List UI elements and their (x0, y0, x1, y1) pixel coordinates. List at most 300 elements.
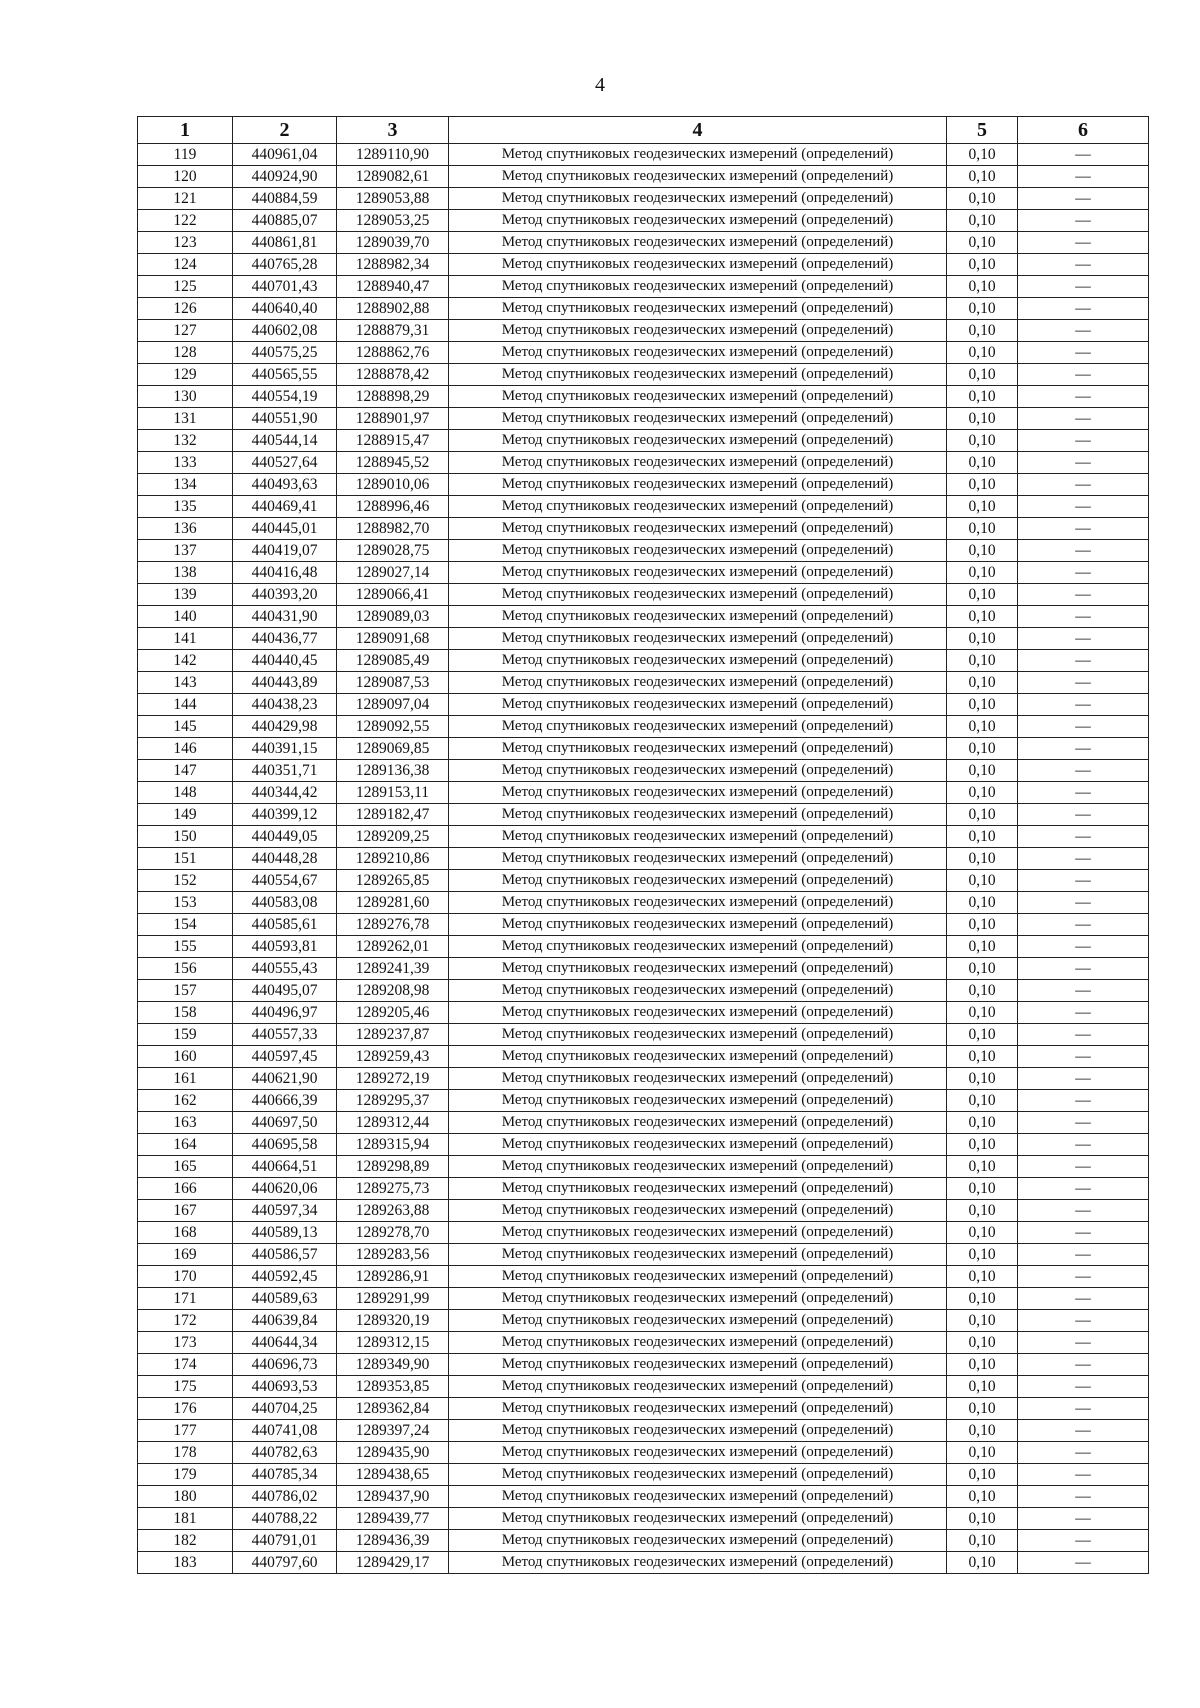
y-coordinate-cell: 1289066,41 (337, 584, 449, 606)
y-coordinate-cell: 1288902,88 (337, 298, 449, 320)
method-cell: Метод спутниковых геодезических измерений (определений) (449, 1090, 947, 1112)
precision-cell: 0,10 (947, 1332, 1018, 1354)
table-row (138, 1200, 1149, 1222)
description-cell: — (1018, 1464, 1149, 1486)
x-coordinate-cell: 440602,08 (233, 320, 337, 342)
method-cell: Метод спутниковых геодезических измерений (определений) (449, 848, 947, 870)
table-row (138, 518, 1149, 540)
method-cell: Метод спутниковых геодезических измерений (определений) (449, 1442, 947, 1464)
precision-cell: 0,10 (947, 1134, 1018, 1156)
table-row (138, 1244, 1149, 1266)
precision-cell: 0,10 (947, 188, 1018, 210)
description-cell: — (1018, 1552, 1149, 1574)
point-number-cell: 125 (138, 276, 233, 298)
x-coordinate-cell: 440399,12 (233, 804, 337, 826)
x-coordinate-cell: 440693,53 (233, 1376, 337, 1398)
point-number-cell: 161 (138, 1068, 233, 1090)
table-row (138, 1002, 1149, 1024)
method-cell: Метод спутниковых геодезических измерений (определений) (449, 914, 947, 936)
precision-cell: 0,10 (947, 650, 1018, 672)
method-cell: Метод спутниковых геодезических измерений (определений) (449, 782, 947, 804)
precision-cell: 0,10 (947, 782, 1018, 804)
precision-cell: 0,10 (947, 386, 1018, 408)
y-coordinate-cell: 1289295,37 (337, 1090, 449, 1112)
table-row (138, 144, 1149, 166)
table-row (138, 650, 1149, 672)
y-coordinate-cell: 1289320,19 (337, 1310, 449, 1332)
point-number-cell: 128 (138, 342, 233, 364)
table-row (138, 298, 1149, 320)
x-coordinate-cell: 440443,89 (233, 672, 337, 694)
x-coordinate-cell: 440791,01 (233, 1530, 337, 1552)
y-coordinate-cell: 1289153,11 (337, 782, 449, 804)
point-number-cell: 122 (138, 210, 233, 232)
precision-cell: 0,10 (947, 1288, 1018, 1310)
point-number-cell: 171 (138, 1288, 233, 1310)
y-coordinate-cell: 1288945,52 (337, 452, 449, 474)
precision-cell: 0,10 (947, 958, 1018, 980)
precision-cell: 0,10 (947, 1376, 1018, 1398)
table-row (138, 1024, 1149, 1046)
description-cell: — (1018, 1090, 1149, 1112)
precision-cell: 0,10 (947, 210, 1018, 232)
x-coordinate-cell: 440449,05 (233, 826, 337, 848)
description-cell: — (1018, 760, 1149, 782)
table-row (138, 1288, 1149, 1310)
description-cell: — (1018, 562, 1149, 584)
x-coordinate-cell: 440438,23 (233, 694, 337, 716)
y-coordinate-cell: 1289353,85 (337, 1376, 449, 1398)
point-number-cell: 179 (138, 1464, 233, 1486)
precision-cell: 0,10 (947, 584, 1018, 606)
method-cell: Метод спутниковых геодезических измерений (определений) (449, 1376, 947, 1398)
y-coordinate-cell: 1288862,76 (337, 342, 449, 364)
precision-cell: 0,10 (947, 672, 1018, 694)
table-row (138, 782, 1149, 804)
description-cell: — (1018, 188, 1149, 210)
y-coordinate-cell: 1288940,47 (337, 276, 449, 298)
description-cell: — (1018, 386, 1149, 408)
method-cell: Метод спутниковых геодезических измерений (определений) (449, 826, 947, 848)
point-number-cell: 165 (138, 1156, 233, 1178)
y-coordinate-cell: 1289182,47 (337, 804, 449, 826)
y-coordinate-cell: 1289028,75 (337, 540, 449, 562)
table-row (138, 232, 1149, 254)
point-number-cell: 158 (138, 1002, 233, 1024)
method-cell: Метод спутниковых геодезических измерений (определений) (449, 1530, 947, 1552)
description-cell: — (1018, 540, 1149, 562)
method-cell: Метод спутниковых геодезических измерений (определений) (449, 1398, 947, 1420)
point-number-cell: 177 (138, 1420, 233, 1442)
x-coordinate-cell: 440640,40 (233, 298, 337, 320)
method-cell: Метод спутниковых геодезических измерений (определений) (449, 1332, 947, 1354)
x-coordinate-cell: 440391,15 (233, 738, 337, 760)
table-row (138, 452, 1149, 474)
x-coordinate-cell: 440884,59 (233, 188, 337, 210)
point-number-cell: 132 (138, 430, 233, 452)
precision-cell: 0,10 (947, 1178, 1018, 1200)
table-row (138, 342, 1149, 364)
description-cell: — (1018, 452, 1149, 474)
table-header (138, 117, 1149, 144)
method-cell: Метод спутниковых геодезических измерений (определений) (449, 694, 947, 716)
precision-cell: 0,10 (947, 452, 1018, 474)
method-cell: Метод спутниковых геодезических измерений (определений) (449, 1552, 947, 1574)
precision-cell: 0,10 (947, 1024, 1018, 1046)
table-row (138, 1332, 1149, 1354)
description-cell: — (1018, 628, 1149, 650)
method-cell: Метод спутниковых геодезических измерений (определений) (449, 1310, 947, 1332)
x-coordinate-cell: 440557,33 (233, 1024, 337, 1046)
y-coordinate-cell: 1289241,39 (337, 958, 449, 980)
x-coordinate-cell: 440620,06 (233, 1178, 337, 1200)
table-row (138, 430, 1149, 452)
y-coordinate-cell: 1289278,70 (337, 1222, 449, 1244)
description-cell: — (1018, 1024, 1149, 1046)
method-cell: Метод спутниковых геодезических измерений (определений) (449, 936, 947, 958)
description-cell: — (1018, 364, 1149, 386)
x-coordinate-cell: 440527,64 (233, 452, 337, 474)
y-coordinate-cell: 1289436,39 (337, 1530, 449, 1552)
description-cell: — (1018, 782, 1149, 804)
method-cell: Метод спутниковых геодезических измерений (определений) (449, 1068, 947, 1090)
header-col-3: 3 (337, 117, 449, 144)
point-number-cell: 131 (138, 408, 233, 430)
method-cell: Метод спутниковых геодезических измерений (определений) (449, 672, 947, 694)
precision-cell: 0,10 (947, 980, 1018, 1002)
y-coordinate-cell: 1288982,70 (337, 518, 449, 540)
precision-cell: 0,10 (947, 892, 1018, 914)
method-cell: Метод спутниковых геодезических измерений (определений) (449, 1046, 947, 1068)
method-cell: Метод спутниковых геодезических измерений (определений) (449, 298, 947, 320)
point-number-cell: 129 (138, 364, 233, 386)
precision-cell: 0,10 (947, 628, 1018, 650)
precision-cell: 0,10 (947, 1420, 1018, 1442)
precision-cell: 0,10 (947, 1398, 1018, 1420)
precision-cell: 0,10 (947, 474, 1018, 496)
x-coordinate-cell: 440666,39 (233, 1090, 337, 1112)
method-cell: Метод спутниковых геодезических измерений (определений) (449, 188, 947, 210)
page-number: 4 (595, 74, 605, 96)
description-cell: — (1018, 892, 1149, 914)
precision-cell: 0,10 (947, 760, 1018, 782)
x-coordinate-cell: 440431,90 (233, 606, 337, 628)
x-coordinate-cell: 440495,07 (233, 980, 337, 1002)
table-row (138, 474, 1149, 496)
x-coordinate-cell: 440782,63 (233, 1442, 337, 1464)
point-number-cell: 180 (138, 1486, 233, 1508)
table-row (138, 254, 1149, 276)
x-coordinate-cell: 440554,19 (233, 386, 337, 408)
table-row (138, 1266, 1149, 1288)
precision-cell: 0,10 (947, 144, 1018, 166)
header-col-2: 2 (233, 117, 337, 144)
point-number-cell: 169 (138, 1244, 233, 1266)
method-cell: Метод спутниковых геодезических измерений (определений) (449, 474, 947, 496)
precision-cell: 0,10 (947, 1464, 1018, 1486)
x-coordinate-cell: 440861,81 (233, 232, 337, 254)
description-cell: — (1018, 936, 1149, 958)
precision-cell: 0,10 (947, 1486, 1018, 1508)
x-coordinate-cell: 440961,04 (233, 144, 337, 166)
y-coordinate-cell: 1289298,89 (337, 1156, 449, 1178)
precision-cell: 0,10 (947, 1002, 1018, 1024)
y-coordinate-cell: 1289281,60 (337, 892, 449, 914)
table-row (138, 496, 1149, 518)
x-coordinate-cell: 440621,90 (233, 1068, 337, 1090)
y-coordinate-cell: 1288878,42 (337, 364, 449, 386)
table-row (138, 628, 1149, 650)
x-coordinate-cell: 440586,57 (233, 1244, 337, 1266)
precision-cell: 0,10 (947, 1090, 1018, 1112)
description-cell: — (1018, 1310, 1149, 1332)
description-cell: — (1018, 1376, 1149, 1398)
y-coordinate-cell: 1289069,85 (337, 738, 449, 760)
method-cell: Метод спутниковых геодезических измерений (определений) (449, 1200, 947, 1222)
table-row (138, 320, 1149, 342)
method-cell: Метод спутниковых геодезических измерений (определений) (449, 628, 947, 650)
method-cell: Метод спутниковых геодезических измерений (определений) (449, 980, 947, 1002)
table-row (138, 1178, 1149, 1200)
table-row (138, 1156, 1149, 1178)
table-row (138, 716, 1149, 738)
method-cell: Метод спутниковых геодезических измерений (определений) (449, 1002, 947, 1024)
point-number-cell: 155 (138, 936, 233, 958)
y-coordinate-cell: 1289437,90 (337, 1486, 449, 1508)
description-cell: — (1018, 166, 1149, 188)
precision-cell: 0,10 (947, 1244, 1018, 1266)
point-number-cell: 134 (138, 474, 233, 496)
y-coordinate-cell: 1289136,38 (337, 760, 449, 782)
point-number-cell: 178 (138, 1442, 233, 1464)
y-coordinate-cell: 1289205,46 (337, 1002, 449, 1024)
method-cell: Метод спутниковых геодезических измерений (определений) (449, 1024, 947, 1046)
x-coordinate-cell: 440436,77 (233, 628, 337, 650)
header-col-1: 1 (138, 117, 233, 144)
y-coordinate-cell: 1289262,01 (337, 936, 449, 958)
table-row (138, 1486, 1149, 1508)
description-cell: — (1018, 320, 1149, 342)
point-number-cell: 164 (138, 1134, 233, 1156)
table-row (138, 584, 1149, 606)
description-cell: — (1018, 1156, 1149, 1178)
method-cell: Метод спутниковых геодезических измерений (определений) (449, 1486, 947, 1508)
point-number-cell: 138 (138, 562, 233, 584)
x-coordinate-cell: 440583,08 (233, 892, 337, 914)
point-number-cell: 159 (138, 1024, 233, 1046)
method-cell: Метод спутниковых геодезических измерений (определений) (449, 650, 947, 672)
y-coordinate-cell: 1289286,91 (337, 1266, 449, 1288)
point-number-cell: 123 (138, 232, 233, 254)
method-cell: Метод спутниковых геодезических измерений (определений) (449, 210, 947, 232)
point-number-cell: 140 (138, 606, 233, 628)
table-row (138, 1068, 1149, 1090)
method-cell: Метод спутниковых геодезических измерений (определений) (449, 606, 947, 628)
table-row (138, 1420, 1149, 1442)
point-number-cell: 168 (138, 1222, 233, 1244)
table-row (138, 848, 1149, 870)
method-cell: Метод спутниковых геодезических измерений (определений) (449, 1222, 947, 1244)
method-cell: Метод спутниковых геодезических измерений (определений) (449, 430, 947, 452)
method-cell: Метод спутниковых геодезических измерений (определений) (449, 408, 947, 430)
description-cell: — (1018, 1134, 1149, 1156)
y-coordinate-cell: 1288901,97 (337, 408, 449, 430)
precision-cell: 0,10 (947, 1508, 1018, 1530)
precision-cell: 0,10 (947, 166, 1018, 188)
table-row (138, 1442, 1149, 1464)
method-cell: Метод спутниковых геодезических измерений (определений) (449, 1112, 947, 1134)
method-cell: Метод спутниковых геодезических измерений (определений) (449, 584, 947, 606)
point-number-cell: 170 (138, 1266, 233, 1288)
y-coordinate-cell: 1288996,46 (337, 496, 449, 518)
point-number-cell: 181 (138, 1508, 233, 1530)
x-coordinate-cell: 440589,63 (233, 1288, 337, 1310)
point-number-cell: 133 (138, 452, 233, 474)
y-coordinate-cell: 1289091,68 (337, 628, 449, 650)
x-coordinate-cell: 440765,28 (233, 254, 337, 276)
precision-cell: 0,10 (947, 1442, 1018, 1464)
x-coordinate-cell: 440593,81 (233, 936, 337, 958)
description-cell: — (1018, 1354, 1149, 1376)
point-number-cell: 120 (138, 166, 233, 188)
description-cell: — (1018, 1442, 1149, 1464)
x-coordinate-cell: 440429,98 (233, 716, 337, 738)
x-coordinate-cell: 440704,25 (233, 1398, 337, 1420)
y-coordinate-cell: 1289089,03 (337, 606, 449, 628)
description-cell: — (1018, 958, 1149, 980)
point-number-cell: 160 (138, 1046, 233, 1068)
x-coordinate-cell: 440496,97 (233, 1002, 337, 1024)
x-coordinate-cell: 440344,42 (233, 782, 337, 804)
method-cell: Метод спутниковых геодезических измерений (определений) (449, 254, 947, 276)
point-number-cell: 137 (138, 540, 233, 562)
method-cell: Метод спутниковых геодезических измерений (определений) (449, 716, 947, 738)
method-cell: Метод спутниковых геодезических измерений (определений) (449, 804, 947, 826)
x-coordinate-cell: 440597,45 (233, 1046, 337, 1068)
description-cell: — (1018, 870, 1149, 892)
method-cell: Метод спутниковых геодезических измерений (определений) (449, 364, 947, 386)
precision-cell: 0,10 (947, 1530, 1018, 1552)
description-cell: — (1018, 1508, 1149, 1530)
description-cell: — (1018, 232, 1149, 254)
y-coordinate-cell: 1289209,25 (337, 826, 449, 848)
description-cell: — (1018, 210, 1149, 232)
point-number-cell: 136 (138, 518, 233, 540)
table-row (138, 188, 1149, 210)
precision-cell: 0,10 (947, 826, 1018, 848)
y-coordinate-cell: 1289237,87 (337, 1024, 449, 1046)
point-number-cell: 135 (138, 496, 233, 518)
description-cell: — (1018, 518, 1149, 540)
description-cell: — (1018, 1046, 1149, 1068)
point-number-cell: 143 (138, 672, 233, 694)
y-coordinate-cell: 1289082,61 (337, 166, 449, 188)
table-row (138, 562, 1149, 584)
method-cell: Метод спутниковых геодезических измерений (определений) (449, 1354, 947, 1376)
y-coordinate-cell: 1289315,94 (337, 1134, 449, 1156)
point-number-cell: 152 (138, 870, 233, 892)
description-cell: — (1018, 342, 1149, 364)
point-number-cell: 147 (138, 760, 233, 782)
precision-cell: 0,10 (947, 518, 1018, 540)
point-number-cell: 157 (138, 980, 233, 1002)
table-row (138, 276, 1149, 298)
x-coordinate-cell: 440448,28 (233, 848, 337, 870)
table-row (138, 826, 1149, 848)
method-cell: Метод спутниковых геодезических измерений (определений) (449, 1156, 947, 1178)
point-number-cell: 176 (138, 1398, 233, 1420)
description-cell: — (1018, 650, 1149, 672)
x-coordinate-cell: 440440,45 (233, 650, 337, 672)
point-number-cell: 163 (138, 1112, 233, 1134)
description-cell: — (1018, 1068, 1149, 1090)
description-cell: — (1018, 1112, 1149, 1134)
x-coordinate-cell: 440554,67 (233, 870, 337, 892)
method-cell: Метод спутниковых геодезических измерений (определений) (449, 562, 947, 584)
precision-cell: 0,10 (947, 232, 1018, 254)
method-cell: Метод спутниковых геодезических измерений (определений) (449, 1420, 947, 1442)
method-cell: Метод спутниковых геодезических измерений (определений) (449, 870, 947, 892)
y-coordinate-cell: 1289210,86 (337, 848, 449, 870)
x-coordinate-cell: 440696,73 (233, 1354, 337, 1376)
point-number-cell: 141 (138, 628, 233, 650)
description-cell: — (1018, 1266, 1149, 1288)
precision-cell: 0,10 (947, 540, 1018, 562)
precision-cell: 0,10 (947, 342, 1018, 364)
x-coordinate-cell: 440416,48 (233, 562, 337, 584)
point-number-cell: 183 (138, 1552, 233, 1574)
point-number-cell: 175 (138, 1376, 233, 1398)
y-coordinate-cell: 1289208,98 (337, 980, 449, 1002)
description-cell: — (1018, 496, 1149, 518)
x-coordinate-cell: 440393,20 (233, 584, 337, 606)
table-row (138, 1046, 1149, 1068)
x-coordinate-cell: 440592,45 (233, 1266, 337, 1288)
y-coordinate-cell: 1289085,49 (337, 650, 449, 672)
y-coordinate-cell: 1289272,19 (337, 1068, 449, 1090)
table-row (138, 936, 1149, 958)
header-col-5: 5 (947, 117, 1018, 144)
point-number-cell: 154 (138, 914, 233, 936)
header-col-4: 4 (449, 117, 947, 144)
point-number-cell: 124 (138, 254, 233, 276)
method-cell: Метод спутниковых геодезических измерений (определений) (449, 892, 947, 914)
x-coordinate-cell: 440701,43 (233, 276, 337, 298)
description-cell: — (1018, 1486, 1149, 1508)
precision-cell: 0,10 (947, 1266, 1018, 1288)
description-cell: — (1018, 254, 1149, 276)
point-number-cell: 142 (138, 650, 233, 672)
description-cell: — (1018, 826, 1149, 848)
coordinates-table (137, 116, 1149, 1574)
y-coordinate-cell: 1289312,15 (337, 1332, 449, 1354)
table-row (138, 1090, 1149, 1112)
precision-cell: 0,10 (947, 804, 1018, 826)
method-cell: Метод спутниковых геодезических измерений (определений) (449, 1288, 947, 1310)
table-row (138, 606, 1149, 628)
point-number-cell: 173 (138, 1332, 233, 1354)
method-cell: Метод спутниковых геодезических измерений (определений) (449, 540, 947, 562)
precision-cell: 0,10 (947, 1068, 1018, 1090)
table-row (138, 672, 1149, 694)
method-cell: Метод спутниковых геодезических измерений (определений) (449, 1464, 947, 1486)
x-coordinate-cell: 440786,02 (233, 1486, 337, 1508)
description-cell: — (1018, 1398, 1149, 1420)
method-cell: Метод спутниковых геодезических измерений (определений) (449, 144, 947, 166)
method-cell: Метод спутниковых геодезических измерений (определений) (449, 166, 947, 188)
precision-cell: 0,10 (947, 1156, 1018, 1178)
description-cell: — (1018, 716, 1149, 738)
